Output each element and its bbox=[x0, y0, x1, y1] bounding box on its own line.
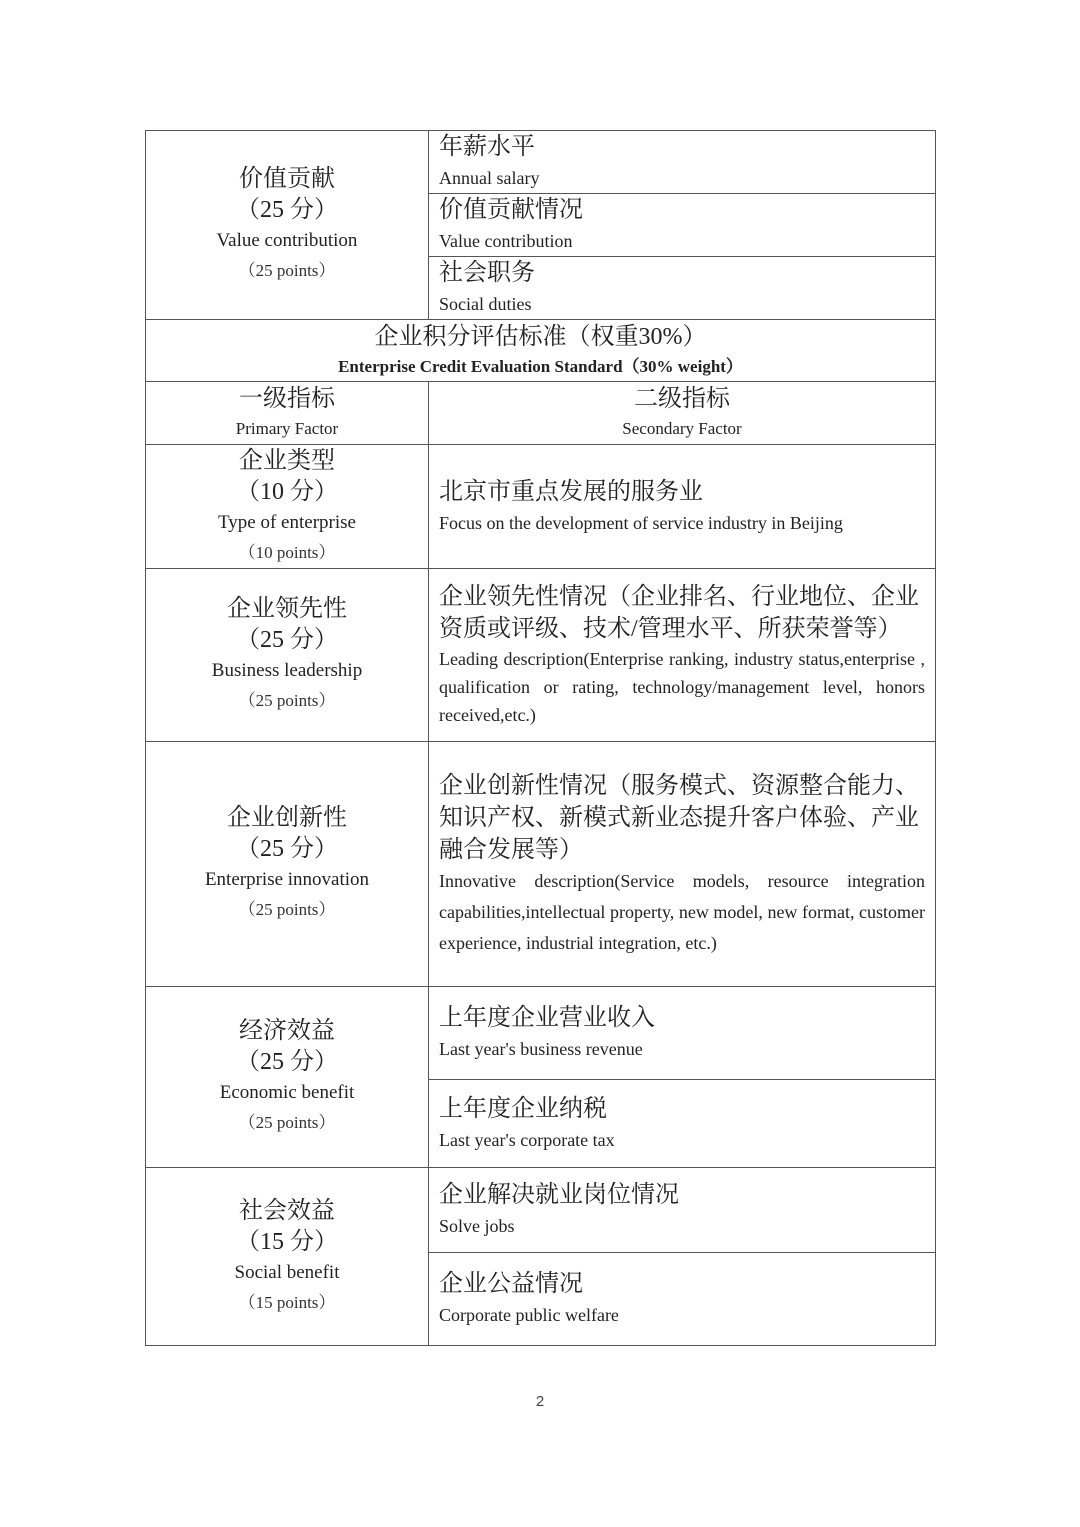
secondary-factor-zh: 企业创新性情况（服务模式、资源整合能力、知识产权、新模式新业态提升客户体验、产业融合发展等） bbox=[439, 772, 919, 863]
section-title-cell bbox=[146, 320, 936, 382]
table-row bbox=[146, 131, 936, 194]
secondary-factor-en: Solve jobs bbox=[439, 1216, 515, 1236]
primary-points-en: （10 points） bbox=[238, 542, 336, 562]
primary-points-zh: （15 分） bbox=[236, 1228, 338, 1255]
secondary-factor-en: Last year's business revenue bbox=[439, 1039, 643, 1059]
secondary-header-cell bbox=[429, 382, 936, 445]
secondary-factor-zh: 北京市重点发展的服务业 bbox=[439, 478, 703, 505]
section-title-row bbox=[146, 320, 936, 382]
primary-factor-en: Value contribution bbox=[216, 230, 358, 251]
primary-factor-zh: 企业创新性 bbox=[227, 805, 347, 831]
primary-points-zh: （10 分） bbox=[236, 478, 338, 505]
secondary-factor-en: Value contribution bbox=[439, 231, 573, 251]
primary-points-zh: （25 分） bbox=[236, 197, 338, 223]
page-number: 2 bbox=[535, 1393, 545, 1410]
table-row bbox=[146, 569, 936, 742]
primary-points-en: （25 points） bbox=[238, 261, 336, 280]
secondary-factor-en: Last year's corporate tax bbox=[439, 1129, 615, 1150]
primary-points-en: （25 points） bbox=[238, 1113, 336, 1132]
primary-factor-cell bbox=[146, 445, 429, 569]
primary-header-zh: 一级指标 bbox=[239, 386, 335, 412]
primary-factor-en: Business leadership bbox=[211, 660, 363, 681]
secondary-factor-cell bbox=[429, 1253, 936, 1346]
secondary-header-en: Secondary Factor bbox=[622, 419, 742, 438]
secondary-factor-zh: 社会职务 bbox=[439, 260, 535, 286]
secondary-factor-zh: 企业领先性情况（企业排名、行业地位、企业资质或评级、技术/管理水平、所获荣誉等） bbox=[439, 584, 919, 642]
secondary-factor-cell bbox=[429, 131, 936, 194]
secondary-factor-zh: 价值贡献情况 bbox=[439, 197, 583, 223]
table-row bbox=[146, 987, 936, 1080]
primary-factor-zh: 企业类型 bbox=[239, 447, 335, 474]
secondary-factor-cell bbox=[429, 194, 936, 257]
primary-points-en: （15 points） bbox=[238, 1292, 336, 1312]
section-title-en: Enterprise Credit Evaluation Standard（30% weight） bbox=[338, 356, 743, 376]
header-row bbox=[146, 382, 936, 445]
table-row bbox=[146, 445, 936, 569]
secondary-factor-en: Social duties bbox=[439, 294, 532, 314]
secondary-factor-cell bbox=[429, 742, 936, 987]
primary-factor-cell bbox=[146, 987, 429, 1168]
primary-points-zh: （25 分） bbox=[236, 1049, 338, 1075]
secondary-factor-cell bbox=[429, 1168, 936, 1253]
secondary-factor-cell bbox=[429, 987, 936, 1080]
primary-factor-cell bbox=[146, 1168, 429, 1346]
primary-points-zh: （25 分） bbox=[236, 627, 338, 653]
primary-points-zh: （25 分） bbox=[236, 836, 338, 862]
secondary-factor-cell bbox=[429, 1080, 936, 1168]
primary-header-en: Primary Factor bbox=[235, 419, 339, 438]
secondary-factor-cell bbox=[429, 445, 936, 569]
table-row bbox=[146, 742, 936, 987]
primary-factor-en: Economic benefit bbox=[219, 1082, 355, 1103]
secondary-factor-cell bbox=[429, 257, 936, 320]
primary-factor-cell bbox=[146, 742, 429, 987]
section-title-zh: 企业积分评估标准（权重30%） bbox=[374, 323, 707, 350]
evaluation-table bbox=[145, 130, 936, 1346]
secondary-header-zh: 二级指标 bbox=[634, 386, 730, 412]
secondary-factor-en: Corporate public welfare bbox=[439, 1305, 619, 1325]
primary-points-en: （25 points） bbox=[238, 691, 336, 710]
primary-factor-zh: 社会效益 bbox=[239, 1197, 335, 1224]
table-row bbox=[146, 1168, 936, 1253]
primary-factor-zh: 企业领先性 bbox=[227, 596, 347, 622]
secondary-factor-en: Leading description(Enterprise ranking, industry status,enterprise , qualification or rating, technology/management level, honors received,etc.) bbox=[439, 649, 925, 725]
secondary-factor-en: Annual salary bbox=[439, 168, 540, 188]
secondary-factor-zh: 上年度企业营业收入 bbox=[439, 1005, 655, 1031]
secondary-factor-zh: 企业解决就业岗位情况 bbox=[439, 1182, 679, 1208]
secondary-factor-zh: 上年度企业纳税 bbox=[439, 1095, 607, 1122]
primary-factor-zh: 价值贡献 bbox=[239, 166, 335, 192]
secondary-factor-cell bbox=[429, 569, 936, 742]
primary-points-en: （25 points） bbox=[238, 900, 336, 919]
primary-factor-en: Enterprise innovation bbox=[204, 869, 370, 890]
secondary-factor-en: Innovative description(Service models, resource integration capabilities,intellectual property, new model, new format, customer experience, industrial integration, etc.) bbox=[439, 870, 925, 953]
primary-header-cell bbox=[146, 382, 429, 445]
secondary-factor-en: Focus on the development of service industry in Beijing bbox=[439, 512, 843, 533]
primary-factor-en: Social benefit bbox=[234, 1261, 340, 1283]
primary-factor-en: Type of enterprise bbox=[218, 511, 356, 533]
secondary-factor-zh: 企业公益情况 bbox=[439, 1271, 583, 1297]
primary-factor-zh: 经济效益 bbox=[239, 1018, 335, 1044]
secondary-factor-zh: 年薪水平 bbox=[439, 134, 535, 160]
primary-factor-cell bbox=[146, 131, 429, 320]
primary-factor-cell bbox=[146, 569, 429, 742]
